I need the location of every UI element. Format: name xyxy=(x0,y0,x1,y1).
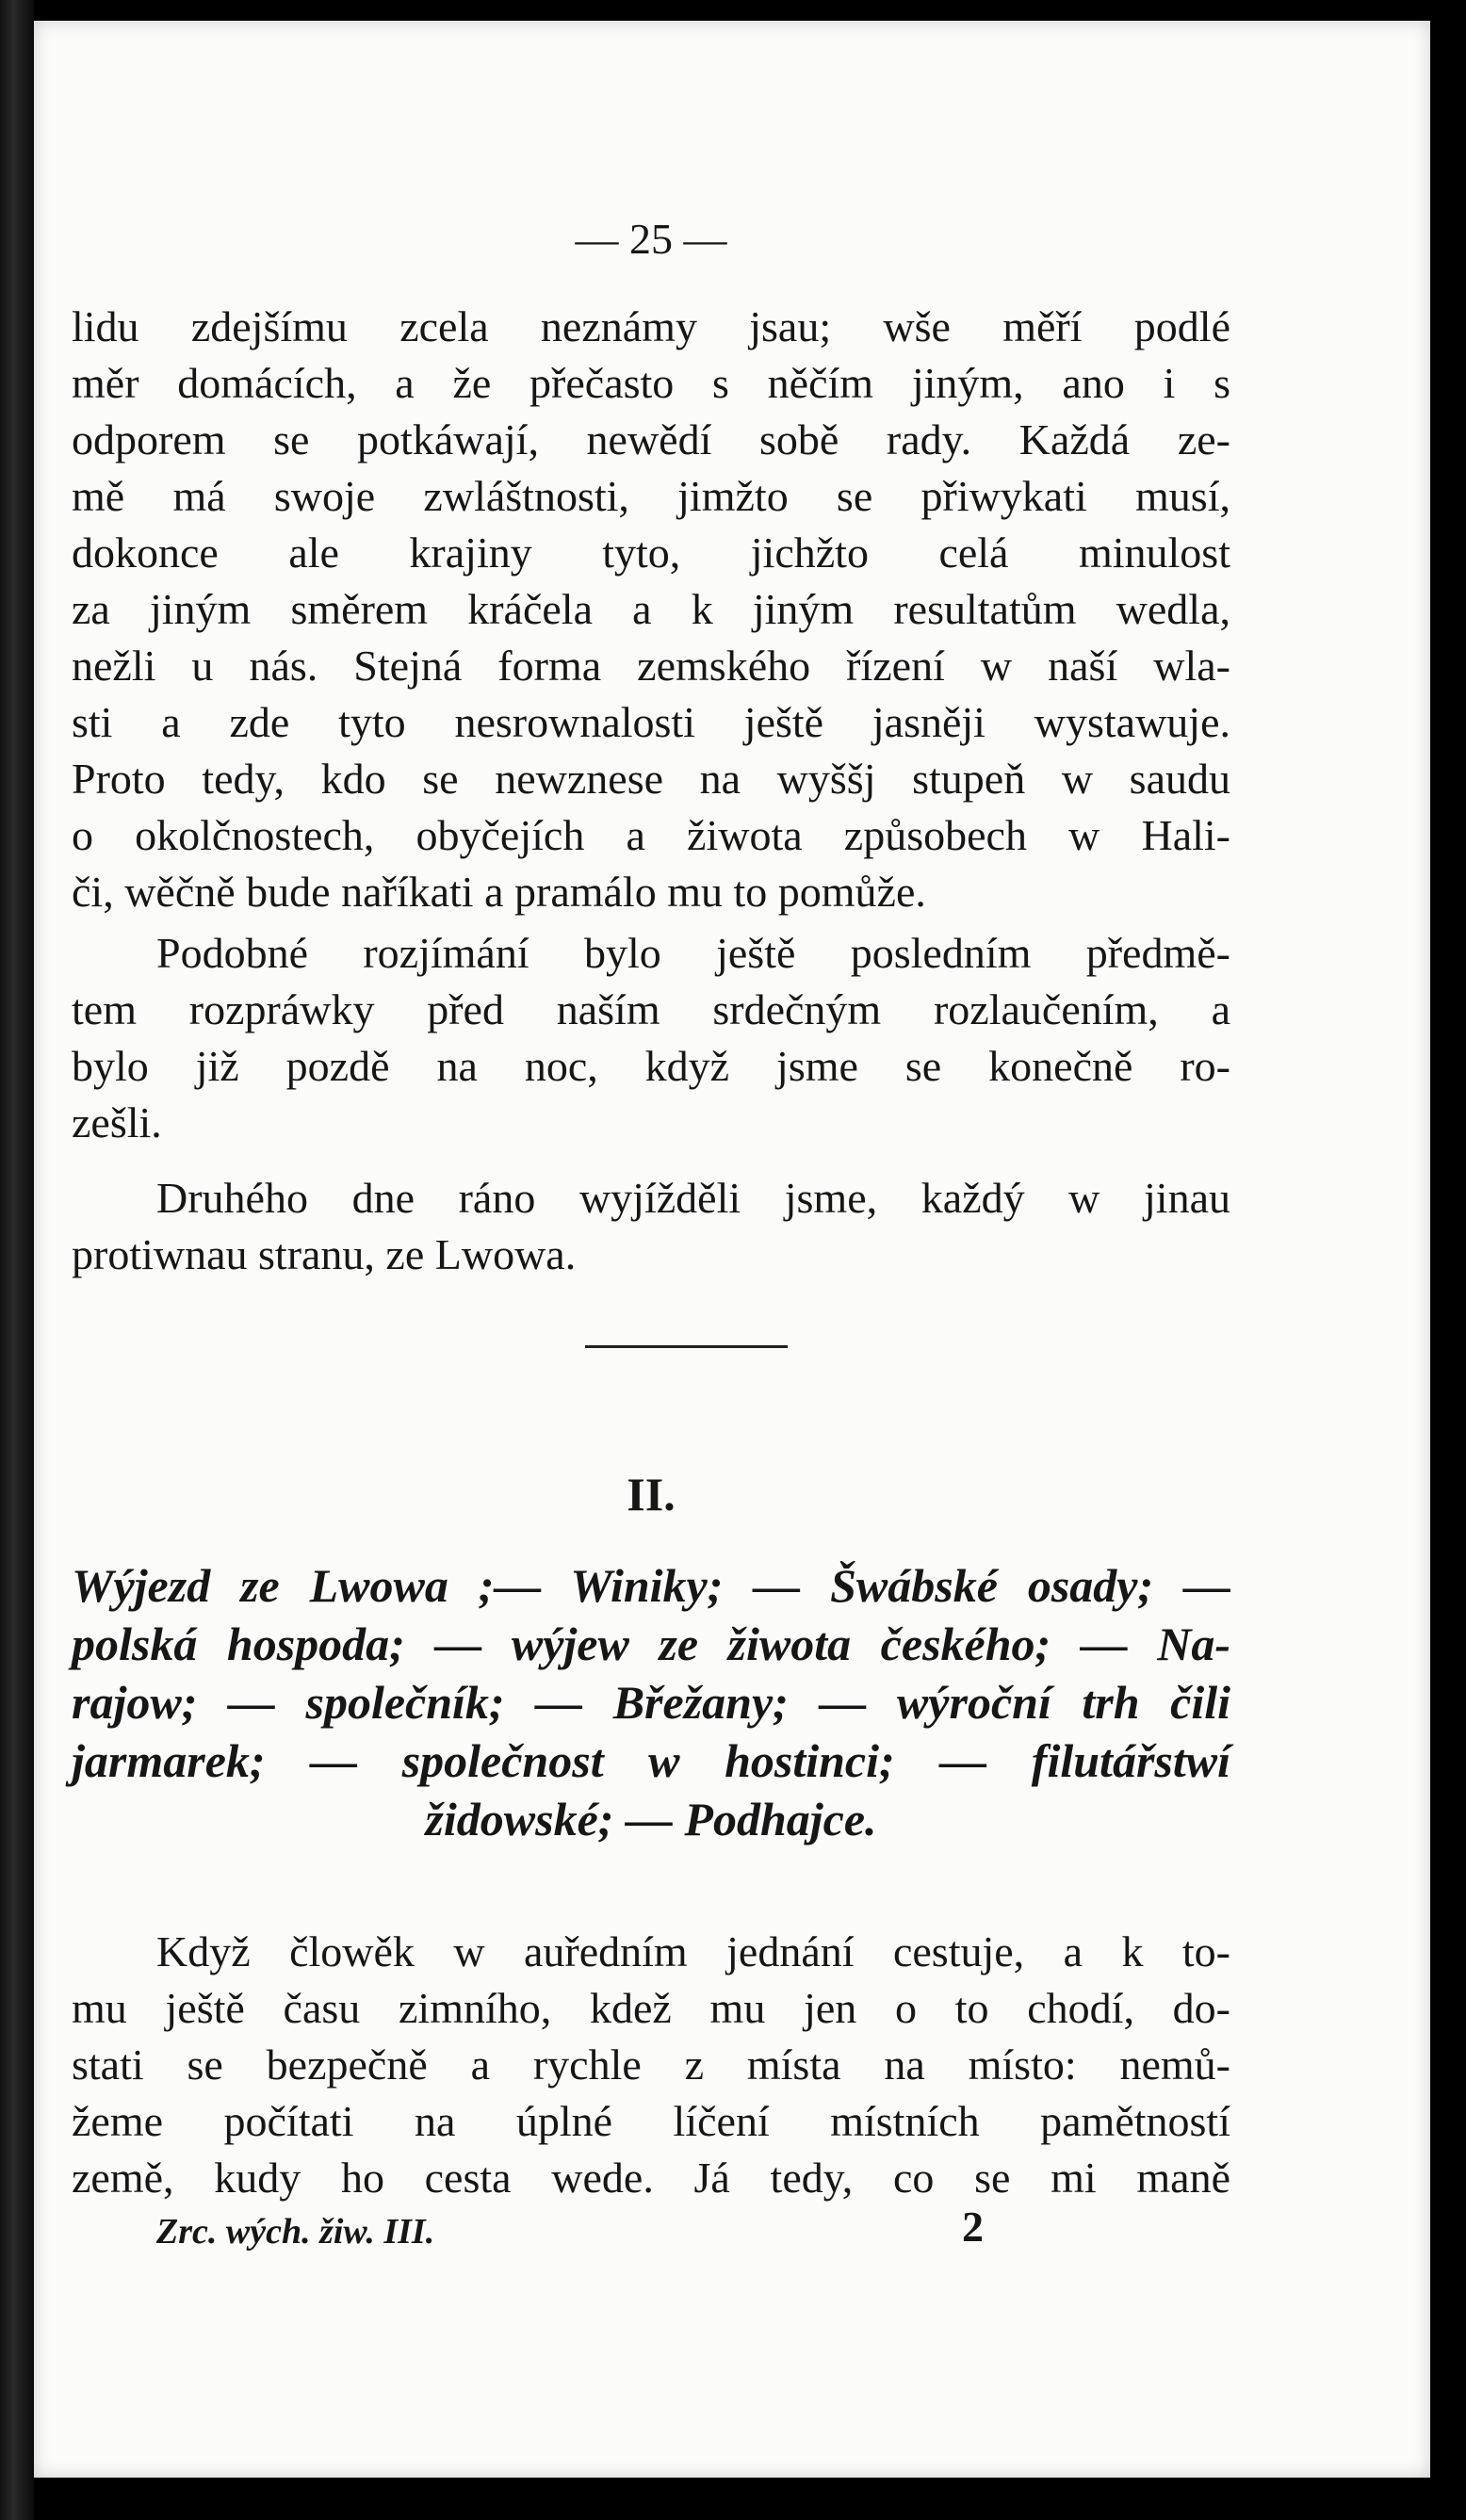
signature-mark-number: 2 xyxy=(962,2203,984,2251)
text-line: Proto tedy, kdo se newznese na wyššj stupeň w saudu xyxy=(72,755,1230,803)
text-line: za jiným směrem kráčela a k jiným resultatům wedla, xyxy=(72,585,1230,633)
text-line: stati se bezpečně a rychle z místa na místo: nemů- xyxy=(72,2040,1230,2089)
text-line: nežli u nás. Stejná forma zemského řízení w naší wla- xyxy=(72,642,1230,690)
text-line: mu ještě času zimního, kdež mu jen o to chodí, do- xyxy=(72,1984,1230,2032)
text-line: tem rozpráwky před naším srdečným rozlaučením, a xyxy=(72,985,1230,1033)
chapter-summary-line: židowské; — Podhajce. xyxy=(425,1793,877,1845)
text-line: Když člowěk w auředním jednání cestuje, a k to- xyxy=(156,1927,1230,1975)
text-line: sti a zde tyto nesrownalosti ještě jasněji wystawuje. xyxy=(72,698,1230,746)
text-line: bylo již pozdě na noc, když jsme se konečně ro- xyxy=(72,1042,1230,1090)
signature-mark-title: Zrc. wých. žiw. III. xyxy=(156,2212,435,2252)
text-line: země, kudy ho cesta wede. Já tedy, co se mi maně xyxy=(72,2154,1230,2202)
text-line: žeme počítati na úplné líčení místních pamětností xyxy=(72,2097,1230,2145)
text-line: Druhého dne ráno wyjížděli jsme, každý w jinau xyxy=(156,1174,1230,1222)
text-line: o okolčnostech, obyčejích a žiwota způsobech w Hali- xyxy=(72,811,1230,859)
chapter-summary-line: rajow; — společník; — Břežany; — wýroční trh čili xyxy=(72,1676,1230,1729)
text-line: či, wěčně bude naříkati a pramálo mu to pomůže. xyxy=(72,868,926,916)
chapter-summary-line: Wýjezd ze Lwowa ;— Winiky; — Šwábské osady; — xyxy=(72,1559,1230,1612)
text-line: mě má swoje zwláštnosti, jimžto se přiwykati musí, xyxy=(72,472,1230,520)
section-divider xyxy=(585,1345,788,1348)
book-page xyxy=(34,21,1430,2478)
text-line: protiwnau stranu, ze Lwowa. xyxy=(72,1230,577,1278)
text-line: odporem se potkáwají, newědí sobě rady. Každá ze- xyxy=(72,415,1230,463)
chapter-summary-line: polská hospoda; — wýjew ze žiwota českého; — Na- xyxy=(72,1618,1230,1670)
chapter-number: II. xyxy=(627,1468,676,1520)
chapter-summary-line: jarmarek; — společnost w hostinci; — filutářstwí xyxy=(72,1734,1230,1787)
text-line: měr domácích, a že přečasto s něčím jiným, ano i s xyxy=(72,359,1230,407)
text-line: Podobné rozjímání bylo ještě posledním předmě- xyxy=(156,929,1230,977)
text-line: lidu zdejšímu zcela neznámy jsau; wše měří podlé xyxy=(72,302,1230,350)
page-number-header: — 25 — xyxy=(575,215,727,263)
text-line: dokonce ale krajiny tyto, jichžto celá minulost xyxy=(72,528,1230,577)
book-spine-edge xyxy=(0,0,34,2520)
text-line: zešli. xyxy=(72,1098,162,1146)
